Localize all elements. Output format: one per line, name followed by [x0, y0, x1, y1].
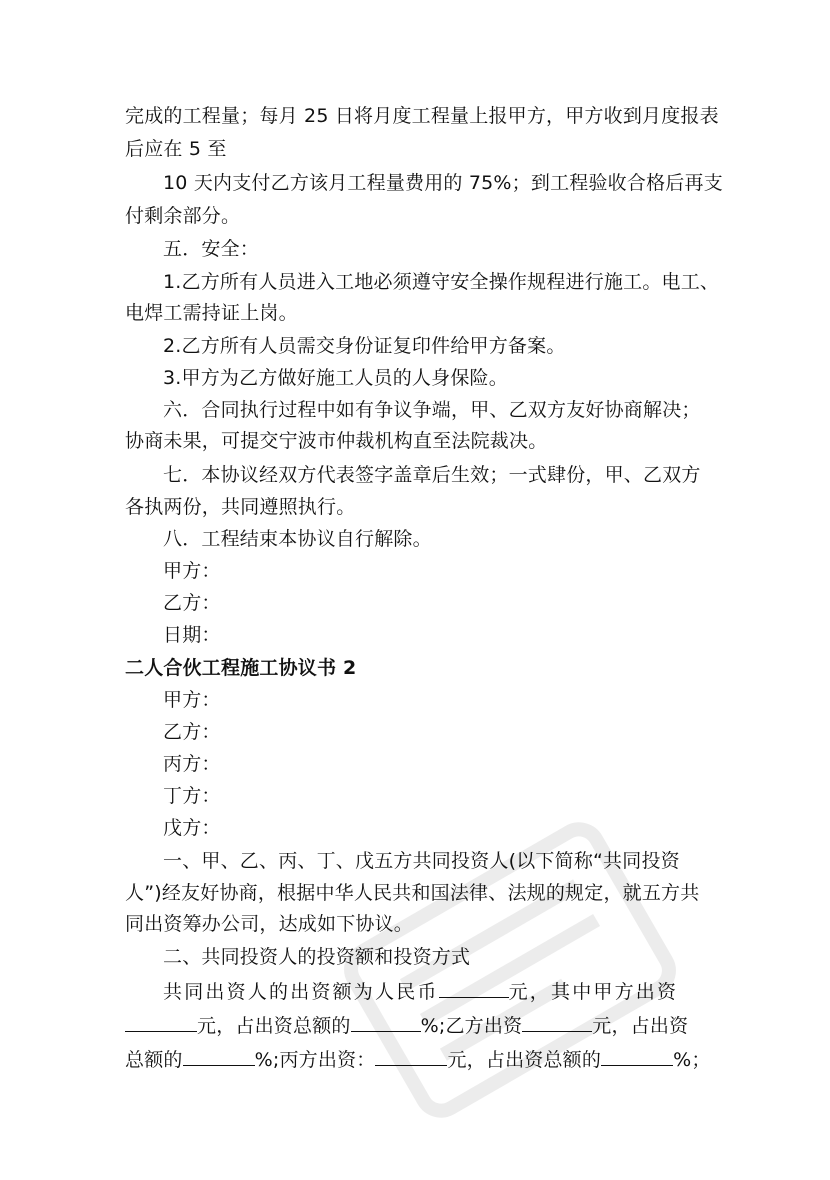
party-e-label: 戊方：: [163, 817, 221, 839]
party-a-label: 甲方：: [163, 689, 221, 711]
investment-line-3: [125, 1043, 725, 1077]
investment-text: 共同出资人的出资额为人民币: [163, 981, 439, 1003]
paragraph-line: 付剩余部分。: [125, 205, 241, 227]
document-title: 二人合伙工程施工协议书 2: [125, 657, 357, 679]
date-label: 日期：: [163, 624, 221, 646]
paragraph-line: 完成的工程量；每月 25 日将月度工程量上报甲方，甲方收到月度报表: [125, 105, 719, 127]
paragraph-line: 各执两份，共同遵照执行。: [125, 496, 356, 518]
paragraph-line: 八．工程结束本协议自行解除。: [163, 528, 432, 550]
section-heading: 二、共同投资人的投资额和投资方式: [163, 946, 471, 968]
party-b-label: 乙方：: [163, 592, 221, 614]
party-d-label: 丁方：: [163, 785, 221, 807]
amount-blank: [522, 1009, 592, 1032]
amount-blank: [125, 1009, 197, 1032]
party-b-label: 乙方：: [163, 721, 221, 743]
paragraph-line: 电焊工需持证上岗。: [125, 302, 298, 324]
paragraph-line: 3.甲方为乙方做好施工人员的人身保险。: [163, 367, 508, 389]
percent-blank: [351, 1009, 421, 1032]
investment-text: 元，占出资总额的: [197, 1015, 351, 1037]
paragraph-line: 六．合同执行过程中如有争议争端，甲、乙双方友好协商解决；: [163, 399, 701, 421]
investment-text: 元，占出资: [592, 1015, 689, 1037]
paragraph-line: 2.乙方所有人员需交身份证复印件给甲方备案。: [163, 335, 566, 357]
investment-text: %；: [673, 1049, 711, 1071]
amount-blank: [439, 975, 509, 998]
percent-blank: [601, 1043, 673, 1066]
paragraph-line: 协商未果，可提交宁波市仲裁机构直至法院裁决。: [125, 430, 548, 452]
paragraph-line: 10 天内支付乙方该月工程量费用的 75%；到工程验收合格后再支: [163, 172, 723, 194]
paragraph-line: 人”)经友好协商，根据中华人民共和国法律、法规的规定，就五方共: [125, 882, 700, 904]
party-c-label: 丙方：: [163, 753, 221, 775]
paragraph-line: 七．本协议经双方代表签字盖章后生效；一式肆份，甲、乙双方: [163, 464, 701, 486]
investment-line-1: [163, 975, 763, 1009]
paragraph-line: 一、甲、乙、丙、丁、戊五方共同投资人(以下简称“共同投资: [163, 850, 680, 872]
percent-blank: [183, 1043, 255, 1066]
party-a-label: 甲方：: [163, 560, 221, 582]
investment-text: 元，占出资总额的: [447, 1049, 602, 1071]
paragraph-line: 后应在 5 至: [125, 138, 227, 160]
section-heading: 五．安全：: [163, 238, 260, 260]
paragraph-line: 1.乙方所有人员进入工地必须遵守安全操作规程进行施工。电工、: [163, 271, 720, 293]
investment-line-2: [125, 1009, 725, 1043]
investment-text: 总额的: [125, 1049, 183, 1071]
investment-text: %;乙方出资: [420, 1015, 523, 1037]
paragraph-line: 同出资筹办公司，达成如下协议。: [125, 913, 414, 935]
investment-text: %;丙方出资：: [254, 1049, 376, 1071]
amount-blank: [375, 1043, 447, 1066]
investment-text: 元，其中甲方出资: [508, 981, 679, 1003]
